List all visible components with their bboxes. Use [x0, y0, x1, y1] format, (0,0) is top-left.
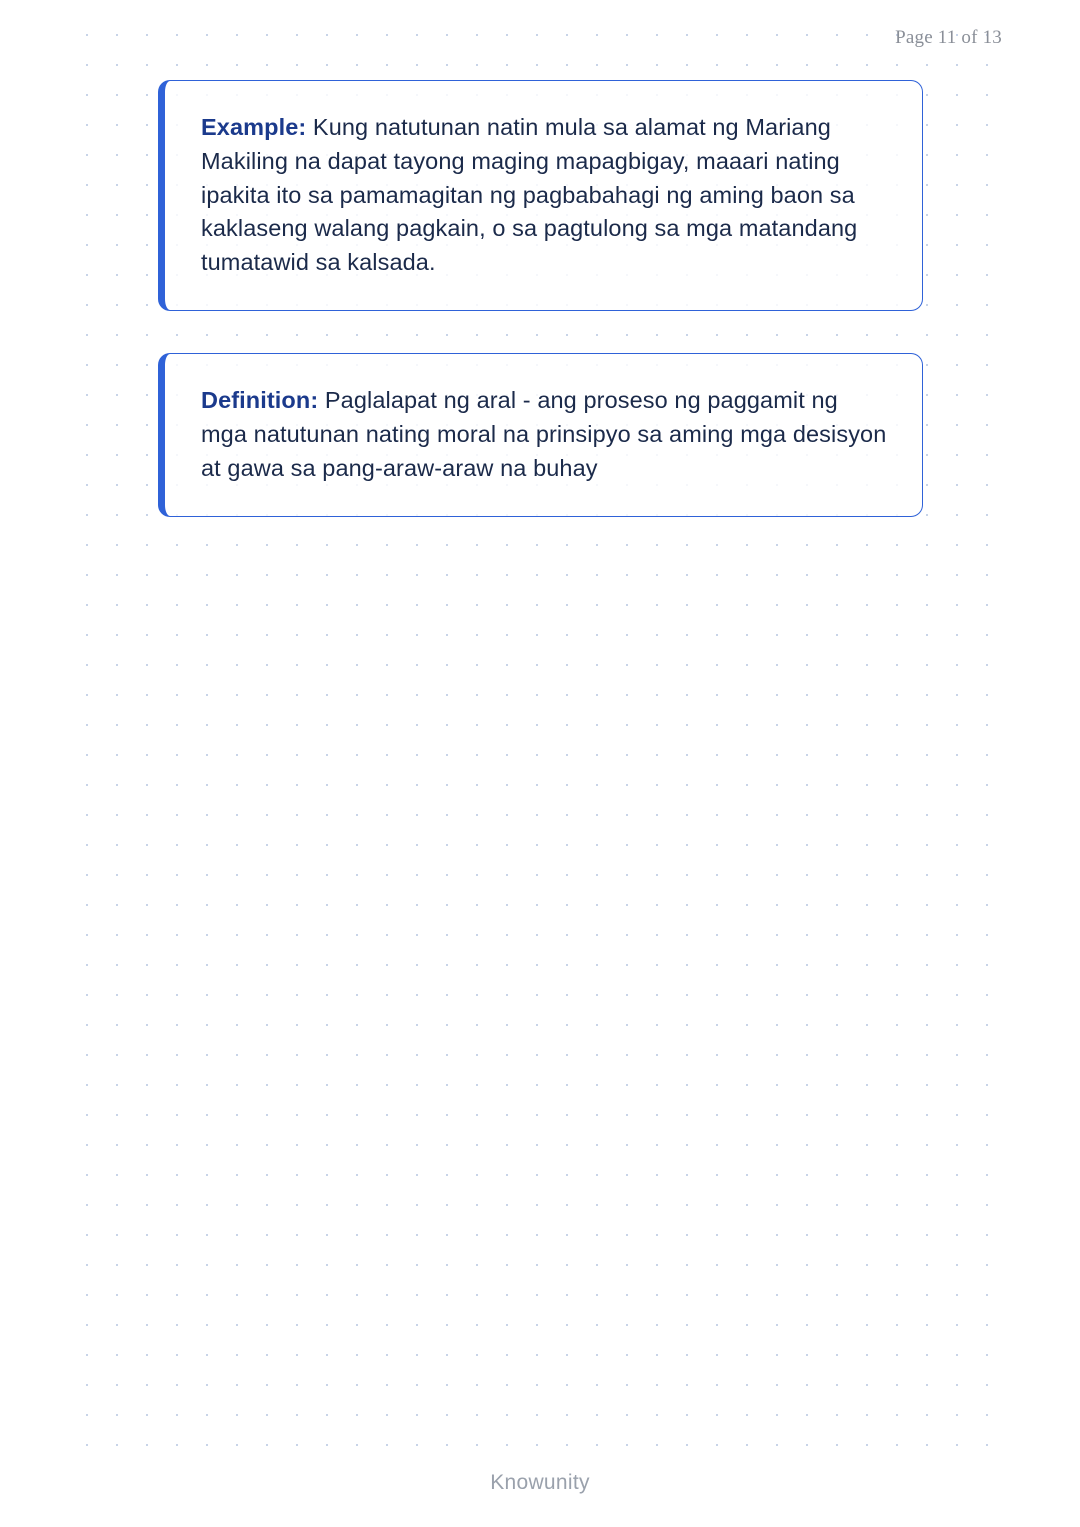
page-margin-left: [0, 0, 78, 1527]
definition-callout-label: Definition:: [201, 387, 319, 414]
example-callout-label: Example:: [201, 114, 307, 140]
definition-callout-text: [201, 384, 888, 485]
brand-watermark: Knowunity: [490, 1471, 590, 1494]
content-area: [158, 80, 923, 559]
page-number: Page 11 of 13: [895, 27, 1002, 48]
example-callout: [158, 80, 923, 311]
page-margin-right: [1002, 0, 1080, 1527]
definition-callout: [158, 353, 923, 516]
example-callout-text: [201, 111, 888, 280]
page-margin-top: [0, 0, 1080, 18]
example-callout-body: Kung natutunan natin mula sa alamat ng Mariang Makiling na dapat tayong maging mapagbigay, maaari nating ipakita ito sa pamamagitan ng pagbabahagi ng aming baon sa kaklaseng walang pagkain, o sa pagtulong sa mga matandang tumatawid sa kalsada.: [201, 114, 858, 276]
definition-callout-body: Paglalapat ng aral - ang proseso ng paggamit ng mga natutunan nating moral na prinsipyo sa aming mga desisyon at gawa sa pang-araw-araw na buhay: [201, 387, 887, 481]
